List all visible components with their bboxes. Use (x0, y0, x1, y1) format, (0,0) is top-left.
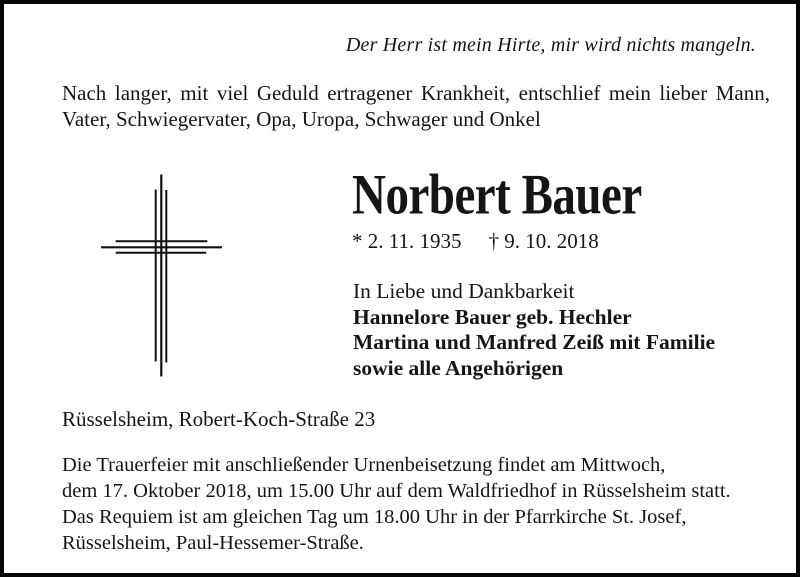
mourner-name-1: Hannelore Bauer geb. Hechler (353, 304, 632, 329)
funeral-line-2: dem 17. Oktober 2018, um 15.00 Uhr auf dem Waldfriedhof in Rüsselsheim statt. (62, 480, 731, 502)
intro-paragraph (62, 80, 770, 132)
death-date: † 9. 10. 2018 (488, 229, 599, 253)
birth-date: * 2. 11. 1935 (352, 229, 462, 253)
mourners-intro: In Liebe und Dankbarkeit (353, 279, 575, 303)
deceased-name: Norbert Bauer (352, 163, 642, 227)
life-dates (352, 229, 599, 254)
mourner-name-2: Martina und Manfred Zeiß mit Familie (353, 330, 716, 354)
epigraph-quote: Der Herr ist mein Hirte, mir wird nichts mangeln. (345, 34, 756, 56)
funeral-line-3: Das Requiem ist am gleichen Tag um 18.00 Uhr in der Pfarrkirche St. Josef, (62, 506, 687, 528)
mourners-block (353, 279, 715, 381)
funeral-line-4: Rüsselsheim, Paul-Hessemer-Straße. (62, 532, 364, 554)
funeral-info-paragraph (62, 452, 731, 556)
intro-line-2: Vater, Schwiegervater, Opa, Uropa, Schwager und Onkel (62, 107, 541, 131)
funeral-line-1: Die Trauerfeier mit anschließender Urnenbeisetzung findet am Mittwoch, (62, 454, 666, 476)
address-line: Rüsselsheim, Robert-Koch-Straße 23 (62, 407, 376, 431)
mourner-name-3: sowie alle Angehörigen (353, 355, 564, 380)
intro-line-1: Nach langer, mit viel Geduld ertragener Krankheit, entschlief mein lieber Mann, (62, 81, 770, 105)
memorial-cross-icon (89, 164, 234, 384)
